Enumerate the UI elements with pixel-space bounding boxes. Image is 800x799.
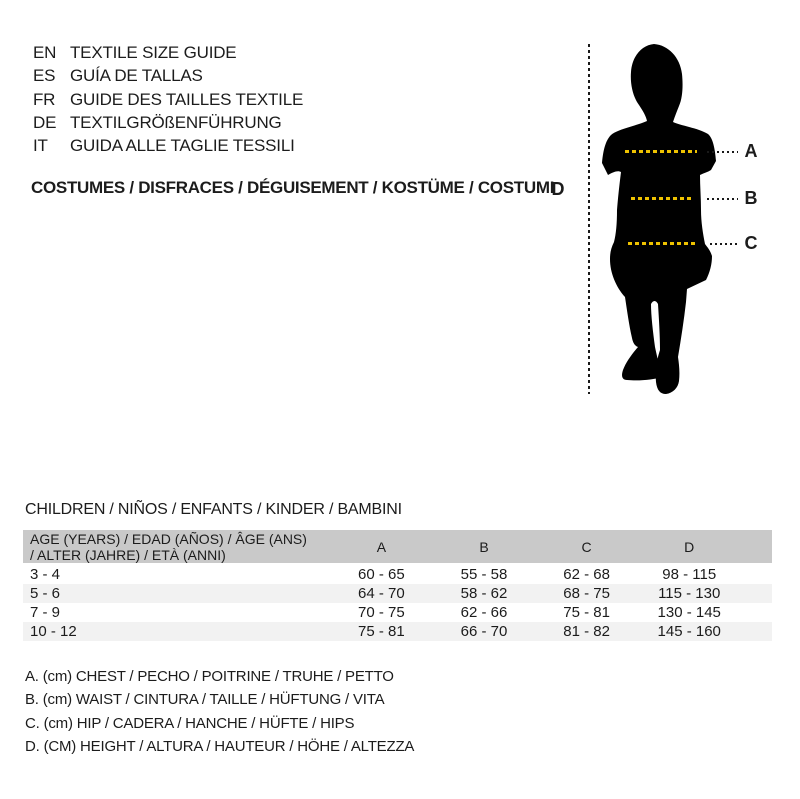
waist-range-cell: 66 - 70: [460, 623, 508, 640]
table-title: CHILDREN / NIÑOS / ENFANTS / KINDER / BAMBINI: [25, 501, 402, 518]
spacer-cell: [741, 584, 772, 603]
table-row: [23, 622, 772, 641]
height-range-cell: 145 - 160: [657, 623, 721, 640]
waist-label-b: B: [744, 188, 758, 208]
hip-range-cell: 75 - 81: [563, 604, 610, 621]
chest-range-cell: 60 - 65: [358, 566, 405, 583]
column-header-a: A: [330, 530, 433, 564]
hip-leader-line: [710, 243, 737, 245]
height-label-d: D: [551, 179, 565, 199]
hip-range-cell: 68 - 75: [563, 585, 610, 602]
height-range-cell: 115 - 130: [658, 585, 721, 602]
chest-range-cell: 64 - 70: [358, 585, 405, 602]
age-cell: 7 - 9: [30, 604, 61, 621]
legend-hip: C. (cm) HIP / CADERA / HANCHE / HÜFTE / HIPS: [25, 714, 355, 732]
language-row-en: [33, 41, 303, 64]
waist-leader-line: [707, 198, 738, 200]
table-row: [23, 564, 772, 584]
legend-chest: A. (cm) CHEST / PECHO / POITRINE / TRUHE / PETTO: [25, 668, 394, 685]
child-silhouette-path: [602, 44, 716, 394]
chest-range-cell: 70 - 75: [358, 604, 405, 621]
language-code: IT: [33, 136, 48, 156]
waist-range-cell: 55 - 58: [460, 566, 508, 583]
column-header-c: C: [535, 530, 638, 564]
child-silhouette: [600, 42, 720, 398]
age-cell: 5 - 6: [30, 585, 61, 602]
height-dotted-line: [588, 44, 590, 394]
chest-label-a: A: [744, 141, 758, 161]
language-title-list: [33, 41, 303, 157]
size-table: [23, 530, 772, 641]
waist-range-cell: 62 - 66: [460, 604, 508, 621]
language-code: ES: [33, 66, 56, 86]
hip-range-cell: 81 - 82: [563, 623, 610, 640]
spacer-cell: [741, 622, 772, 641]
chest-leader-line: [707, 151, 738, 153]
language-row-fr: [33, 88, 303, 111]
language-code: DE: [33, 112, 57, 132]
category-line: COSTUMES / DISFRACES / DÉGUISEMENT / KOSTÜME / COSTUMI: [31, 178, 555, 197]
column-header-b: B: [433, 530, 536, 564]
chest-range-cell: 75 - 81: [358, 623, 405, 640]
language-code: FR: [33, 89, 56, 109]
language-row-de: [33, 111, 303, 134]
table-header-row: [23, 530, 772, 564]
language-code: EN: [33, 43, 57, 62]
measurement-legend: [25, 665, 414, 758]
column-header-d: D: [638, 530, 741, 564]
language-title: TEXTILGRÖßENFÜHRUNG: [70, 112, 282, 132]
table-row: [23, 584, 772, 603]
language-title: TEXTILE SIZE GUIDE: [70, 43, 237, 62]
language-title: GUIDA ALLE TAGLIE TESSILI: [70, 136, 295, 156]
spacer-header: [741, 530, 772, 564]
height-range-cell: 130 - 145: [657, 604, 721, 621]
hip-range-cell: 62 - 68: [563, 566, 610, 583]
waist-dotted-line: [631, 197, 691, 200]
age-column-header: AGE (YEARS) / EDAD (AÑOS) / ÂGE (ANS) / ALTER (JAHRE) / ETÀ (ANNI): [23, 530, 330, 564]
language-row-it: [33, 134, 303, 157]
waist-range-cell: 58 - 62: [460, 585, 508, 602]
measurement-figure: [540, 30, 795, 408]
legend-waist: B. (cm) WAIST / CINTURA / TAILLE / HÜFTUNG / VITA: [25, 691, 385, 709]
table-row: [23, 603, 772, 622]
language-row-es: [33, 64, 303, 87]
language-title: GUÍA DE TALLAS: [70, 66, 203, 86]
age-cell: 10 - 12: [30, 623, 77, 640]
age-cell: 3 - 4: [30, 566, 61, 583]
spacer-cell: [741, 564, 772, 584]
language-title: GUIDE DES TAILLES TEXTILE: [70, 89, 304, 109]
height-range-cell: 98 - 115: [662, 566, 717, 583]
hip-label-c: C: [744, 233, 758, 253]
hip-dotted-line: [628, 242, 698, 245]
spacer-cell: [741, 603, 772, 622]
legend-height: D. (CM) HEIGHT / ALTURA / HAUTEUR / HÖHE / ALTEZZA: [25, 737, 415, 755]
chest-dotted-line: [625, 150, 697, 153]
